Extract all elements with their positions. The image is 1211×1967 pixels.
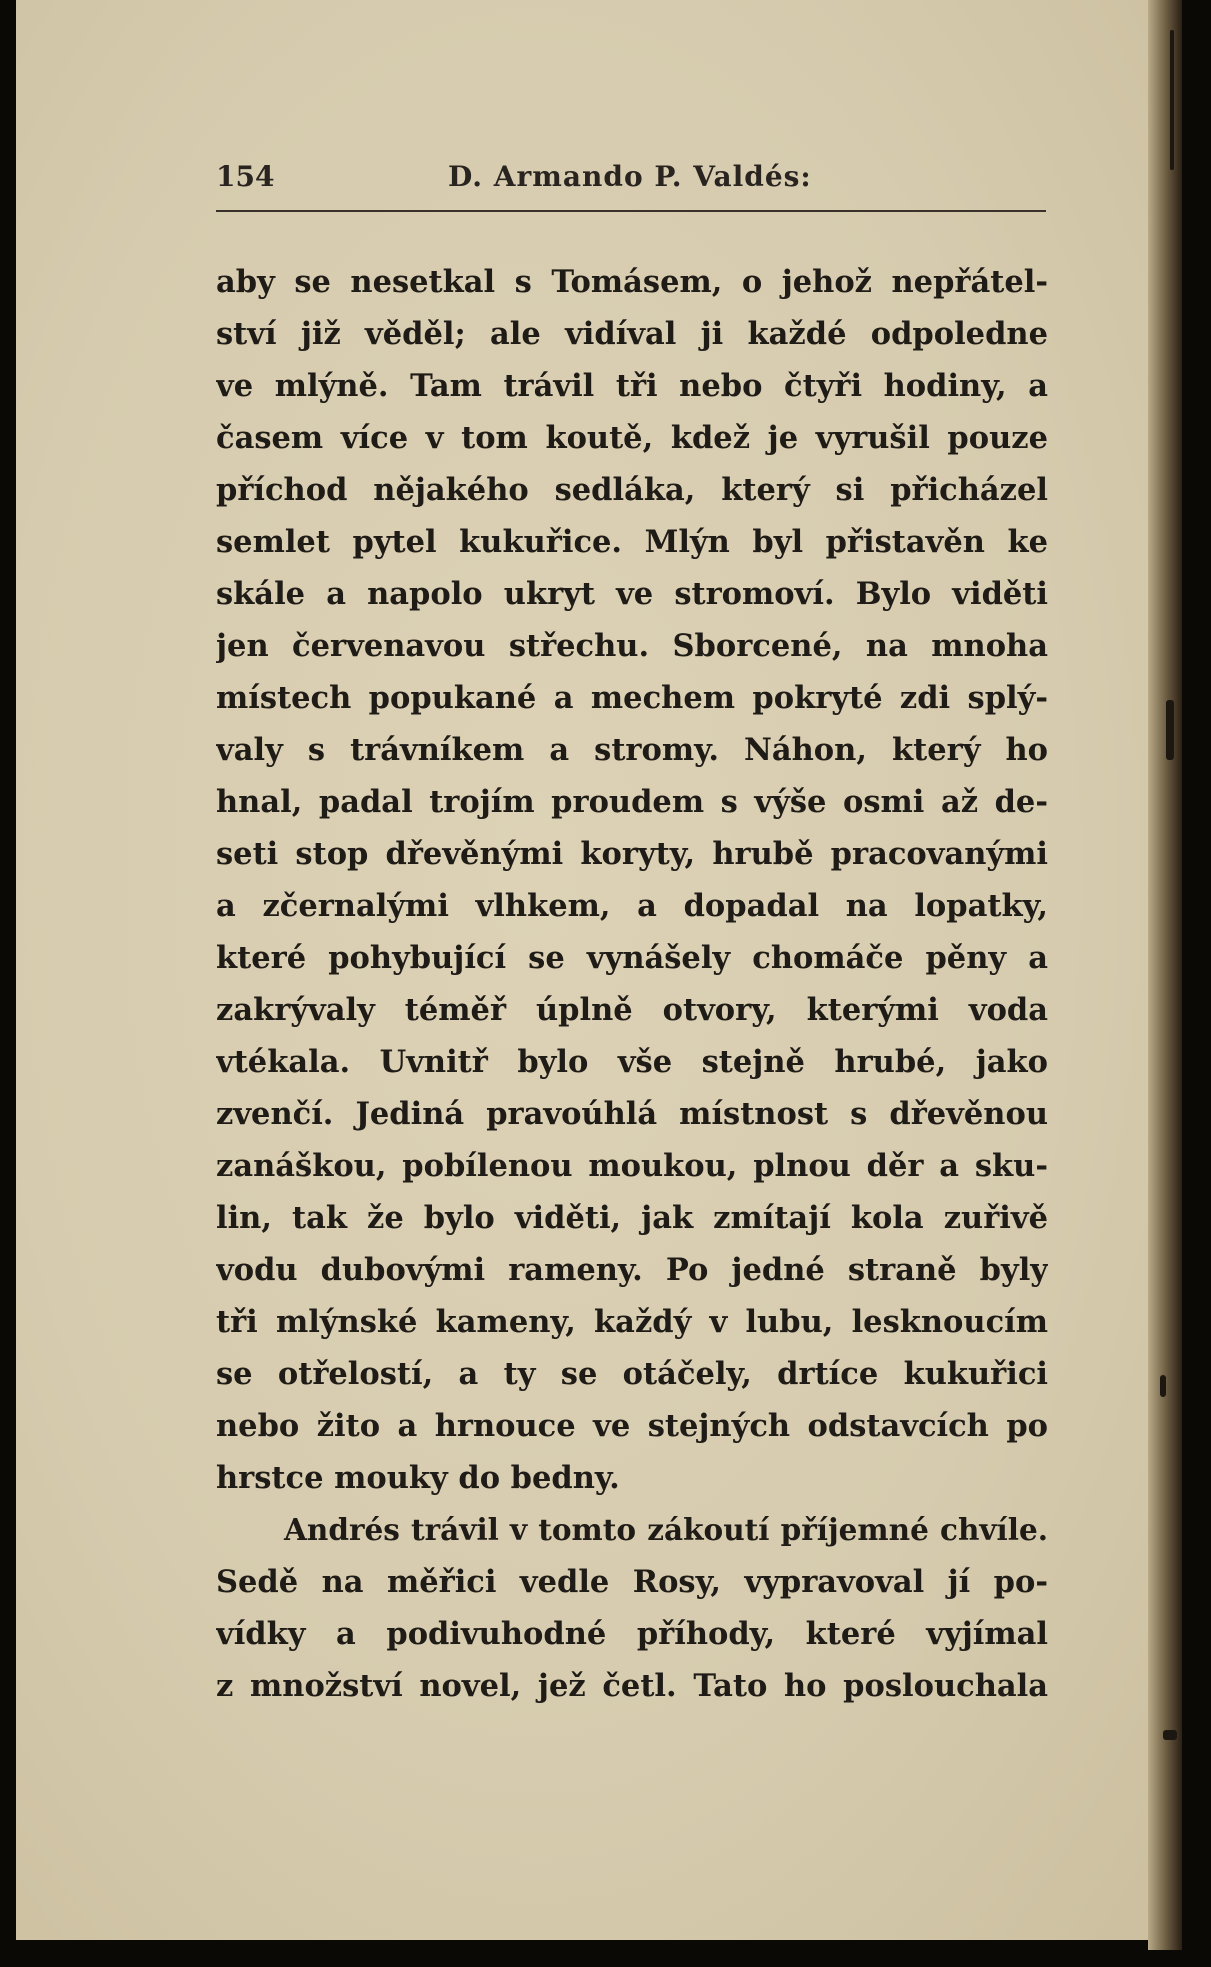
- text-line: které pohybující se vynášely chomáče pěny a: [216, 940, 1048, 976]
- text-line: semlet pytel kukuřice. Mlýn byl přistavěn ke: [216, 524, 1048, 560]
- text-line: Andrés trávil v tomto zákoutí příjemné chvíle.: [284, 1512, 1048, 1547]
- text-line: vídky a podivuhodné příhody, které vyjímal: [216, 1616, 1048, 1652]
- text-line: časem více v tom koutě, kdež je vyrušil pouze: [216, 420, 1048, 456]
- text-line: jen červenavou střechu. Sborcené, na mnoha: [216, 628, 1048, 664]
- text-line: zvenčí. Jediná pravoúhlá místnost s dřevěnou: [216, 1096, 1048, 1132]
- running-header: [216, 160, 1046, 204]
- binding-mark: [1160, 1375, 1166, 1397]
- binding-mark: [1166, 700, 1174, 760]
- running-title: D. Armando P. Valdés:: [448, 160, 812, 193]
- header-rule: [216, 210, 1046, 212]
- body-text: [216, 256, 1048, 1712]
- text-line: z množství novel, jež četl. Tato ho poslouchala: [216, 1668, 1048, 1704]
- text-line: místech popukané a mechem pokryté zdi splý-: [216, 680, 1048, 716]
- text-line: Sedě na měřici vedle Rosy, vypravoval jí po-: [216, 1564, 1048, 1600]
- binding-mark: [1170, 30, 1174, 170]
- page-number: 154: [216, 160, 275, 193]
- text-line: aby se nesetkal s Tomásem, o jehož nepřátel-: [216, 264, 1048, 300]
- text-line: zakrývaly téměř úplně otvory, kterými voda: [216, 992, 1048, 1028]
- text-line: vtékala. Uvnitř bylo vše stejně hrubé, jako: [216, 1044, 1048, 1080]
- text-line: valy s trávníkem a stromy. Náhon, který ho: [216, 732, 1048, 768]
- text-line: ve mlýně. Tam trávil tři nebo čtyři hodiny, a: [216, 368, 1048, 404]
- text-line: hnal, padal trojím proudem s výše osmi až de-: [216, 784, 1048, 820]
- binding-mark: [1163, 1730, 1177, 1740]
- text-line: tři mlýnské kameny, každý v lubu, lesknoucím: [216, 1304, 1048, 1340]
- text-line: se otřelostí, a ty se otáčely, drtíce kukuřici: [216, 1356, 1048, 1392]
- text-line: příchod nějakého sedláka, který si přicházel: [216, 472, 1048, 508]
- text-line: ství již věděl; ale vidíval ji každé odpoledne: [216, 316, 1048, 352]
- text-line: seti stop dřevěnými koryty, hrubě pracovanými: [216, 836, 1048, 872]
- text-line: lin, tak že bylo viděti, jak zmítají kola zuřivě: [216, 1200, 1048, 1236]
- text-line: nebo žito a hrnouce ve stejných odstavcích po: [216, 1408, 1048, 1444]
- text-line: hrstce mouky do bedny.: [216, 1460, 620, 1496]
- text-line: vodu dubovými rameny. Po jedné straně byly: [216, 1252, 1048, 1288]
- text-line: zanáškou, pobílenou moukou, plnou děr a sku-: [216, 1148, 1048, 1184]
- text-line: skále a napolo ukryt ve stromoví. Bylo viděti: [216, 576, 1048, 612]
- page-edge: [1148, 0, 1182, 1950]
- text-line: a zčernalými vlhkem, a dopadal na lopatky,: [216, 888, 1048, 924]
